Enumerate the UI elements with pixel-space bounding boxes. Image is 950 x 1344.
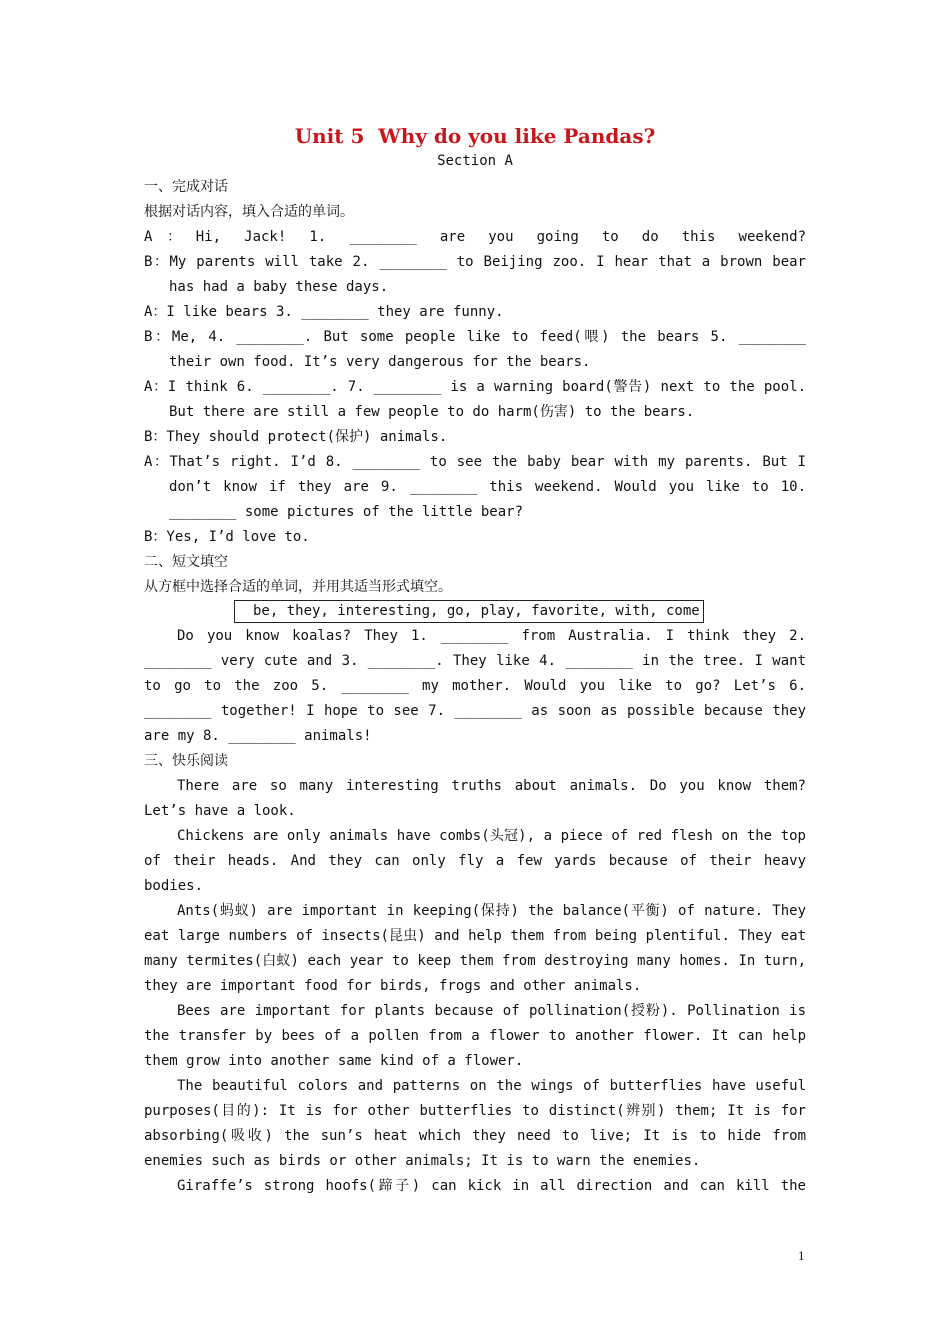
reading-line: Chickens are only animals have combs(头冠), a piece of red flesh on the top bbox=[177, 828, 806, 844]
passage-line: are my 8. ________ animals! bbox=[144, 728, 372, 744]
reading-line: them grow into another same kind of a flower. bbox=[144, 1053, 524, 1069]
dialogue-line: A：That’s right. I’d 8. ________ to see the baby bear with my parents. But I bbox=[144, 454, 806, 470]
word-box: be, they, interesting, go, play, favorite, with, come bbox=[234, 600, 704, 623]
section1-heading: 一、完成对话 bbox=[144, 179, 228, 195]
dialogue-line: don’t know if they are 9. ________ this weekend. Would you like to 10. bbox=[169, 479, 806, 495]
reading-line: many termites(白蚁) each year to keep them from destroying many homes. In turn, bbox=[144, 953, 806, 969]
dialogue-line: A：I think 6. ________. 7. ________ is a warning board(警告) next to the pool. bbox=[144, 379, 806, 395]
dialogue-line: B：They should protect(保护) animals. bbox=[144, 429, 448, 445]
dialogue-line: B：Yes, I’d love to. bbox=[144, 529, 310, 545]
reading-line: purposes(目的): It is for other butterflies to distinct(辨别) them; It is for bbox=[144, 1103, 806, 1119]
passage-line: ________ together! I hope to see 7. ________ as soon as possible because they bbox=[144, 703, 806, 719]
dialogue-line: ________ some pictures of the little bear? bbox=[169, 504, 524, 520]
dialogue-line: B：My parents will take 2. ________ to Beijing zoo. I hear that a brown bear bbox=[144, 254, 806, 270]
reading-line: Giraffe’s strong hoofs(蹄子) can kick in all direction and can kill the bbox=[177, 1178, 806, 1194]
passage-line: Do you know koalas? They 1. ________ from Australia. I think they 2. bbox=[177, 628, 806, 644]
dialogue-line: A：Hi, Jack! 1. ________ are you going to do this weekend? bbox=[144, 229, 806, 245]
reading-line: Bees are important for plants because of pollination(授粉). Pollination is bbox=[177, 1003, 806, 1019]
reading-line: absorbing(吸收) the sun’s heat which they need to live; It is to hide from bbox=[144, 1128, 806, 1144]
passage-line: to go to the zoo 5. ________ my mother. Would you like to go? Let’s 6. bbox=[144, 678, 806, 694]
reading-line: they are important food for birds, frogs and other animals. bbox=[144, 978, 642, 994]
dialogue-line: their own food. It’s very dangerous for the bears. bbox=[169, 354, 591, 370]
section2-instruction: 从方框中选择合适的单词，并用其适当形式填空。 bbox=[144, 579, 452, 595]
reading-line: the transfer by bees of a pollen from a flower to another flower. It can help bbox=[144, 1028, 806, 1044]
dialogue-line: A：I like bears 3. ________ they are funny. bbox=[144, 304, 504, 320]
reading-line: There are so many interesting truths about animals. Do you know them? bbox=[177, 778, 806, 794]
reading-line: Let’s have a look. bbox=[144, 803, 296, 819]
dialogue-line: B：Me, 4. ________. But some people like to feed(喂) the bears 5. ________ bbox=[144, 329, 806, 345]
passage-line: ________ very cute and 3. ________. They like 4. ________ in the tree. I want bbox=[144, 653, 806, 669]
reading-line: The beautiful colors and patterns on the wings of butterflies have useful bbox=[177, 1078, 806, 1094]
section3-heading: 三、快乐阅读 bbox=[144, 753, 228, 769]
page-title: Unit 5 Why do you like Pandas? bbox=[294, 124, 656, 148]
reading-line: Ants(蚂蚁) are important in keeping(保持) the balance(平衡) of nature. They bbox=[177, 903, 806, 919]
reading-line: of their heads. And they can only fly a few yards because of their heavy bbox=[144, 853, 806, 869]
reading-line: bodies. bbox=[144, 878, 204, 894]
dialogue-line: has had a baby these days. bbox=[169, 279, 389, 295]
page-number: 1 bbox=[798, 1248, 805, 1263]
section-subtitle: Section A bbox=[437, 153, 513, 169]
reading-line: eat large numbers of insects(昆虫) and help them from being plentiful. They eat bbox=[144, 928, 806, 944]
section1-instruction: 根据对话内容，填入合适的单词。 bbox=[144, 204, 354, 220]
document-body bbox=[144, 175, 806, 1199]
dialogue-line: But there are still a few people to do harm(伤害) to the bears. bbox=[169, 404, 695, 420]
section2-heading: 二、短文填空 bbox=[144, 554, 228, 570]
reading-line: enemies such as birds or other animals; It is to warn the enemies. bbox=[144, 1153, 701, 1169]
